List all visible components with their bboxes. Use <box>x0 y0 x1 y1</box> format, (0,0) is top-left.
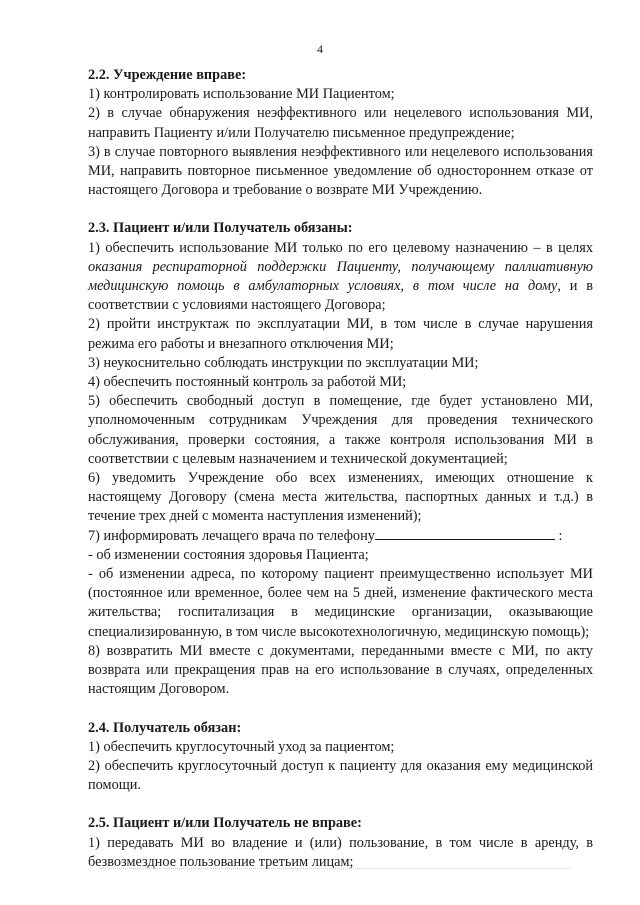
scan-artifact-line <box>100 868 570 869</box>
document-body <box>88 66 593 891</box>
section-2-2 <box>88 66 593 200</box>
clause-tail: : <box>554 527 563 544</box>
section-2-4 <box>88 719 593 796</box>
clause: 4) обеспечить постоянный контроль за работой МИ; <box>88 374 407 391</box>
section-heading: 2.4. Получатель обязан: <box>88 719 242 736</box>
clause-italic: оказания респираторной поддержки Пациенту, получающему паллиативную медицинскую помощь в амбулаторных условиях, в том числе на дому <box>88 258 593 295</box>
phone-blank-line <box>375 527 555 540</box>
clause: 5) обеспечить свободный доступ в помещение, где будет установлено МИ, уполномоченным сотрудникам Учреждения для проведения технического обслуживания, проверки состояния, а также контроля использования МИ в соответствии с целевым назначением и технической документацией; <box>88 393 593 467</box>
section-heading: 2.5. Пациент и/или Получатель не вправе: <box>88 815 362 832</box>
clause-7 <box>88 527 593 546</box>
clause: 6) уведомить Учреждение обо всех изменениях, имеющих отношение к настоящему Договору (смена места жительства, паспортных данных и т.д.) в течение трех дней с момента наступления изменений); <box>88 470 593 525</box>
page-number: 4 <box>317 42 323 56</box>
clause: 1) передавать МИ во владение и (или) пользование, в том числе в аренду, в безвозмездное пользование третьим лицам; <box>88 834 593 870</box>
clause: 3) неукоснительно соблюдать инструкции по эксплуатации МИ; <box>88 354 479 371</box>
clause-lead: 7) информировать лечащего врача по телефону <box>88 527 375 544</box>
section-heading: 2.3. Пациент и/или Получатель обязаны: <box>88 220 353 237</box>
clause-tail: , и в соответствии с условиями настоящего Договора; <box>88 278 593 314</box>
clause: 2) пройти инструктаж по эксплуатации МИ, в том числе в случае нарушения режима его работы и внезапного отключения МИ; <box>88 316 593 352</box>
clause: 2) обеспечить круглосуточный доступ к пациенту для оказания ему медицинской помощи. <box>88 757 593 794</box>
clause: - об изменении адреса, по которому пациент преимущественно использует МИ (постоянное или временное, более чем на 5 дней, изменение фактического места жительства; госпитализация в медицинские организации, оказывающие специализированную, в том числе высокотехнологичную, медицинскую помощь); <box>88 566 593 640</box>
section-2-5 <box>88 814 593 872</box>
section-2-3 <box>88 219 593 699</box>
clause: 3) в случае повторного выявления неэффективного или нецелевого использования МИ, направить повторное письменное уведомление об одностороннем отказе от настоящего Договора и требование о возврате МИ Учреждению. <box>88 143 593 199</box>
clause: 8) возвратить МИ вместе с документами, переданными вместе с МИ, по акту возврата или прекращения прав на его использование в случаях, определенных настоящим Договором. <box>88 642 593 698</box>
clause-lead: 1) обеспечить использование МИ только по его целевому назначению – в целях <box>88 239 593 256</box>
clause: - об изменении состояния здоровья Пациента; <box>88 546 369 563</box>
clause-1 <box>88 239 593 316</box>
section-heading: 2.2. Учреждение вправе: <box>88 67 247 83</box>
clause: 1) контролировать использование МИ Пациентом; <box>88 86 395 103</box>
clause: 2) в случае обнаружения неэффективного или нецелевого использования МИ, направить Пациенту и/или Получателю письменное предупреждение; <box>88 105 593 141</box>
clause: 1) обеспечить круглосуточный уход за пациентом; <box>88 738 395 755</box>
